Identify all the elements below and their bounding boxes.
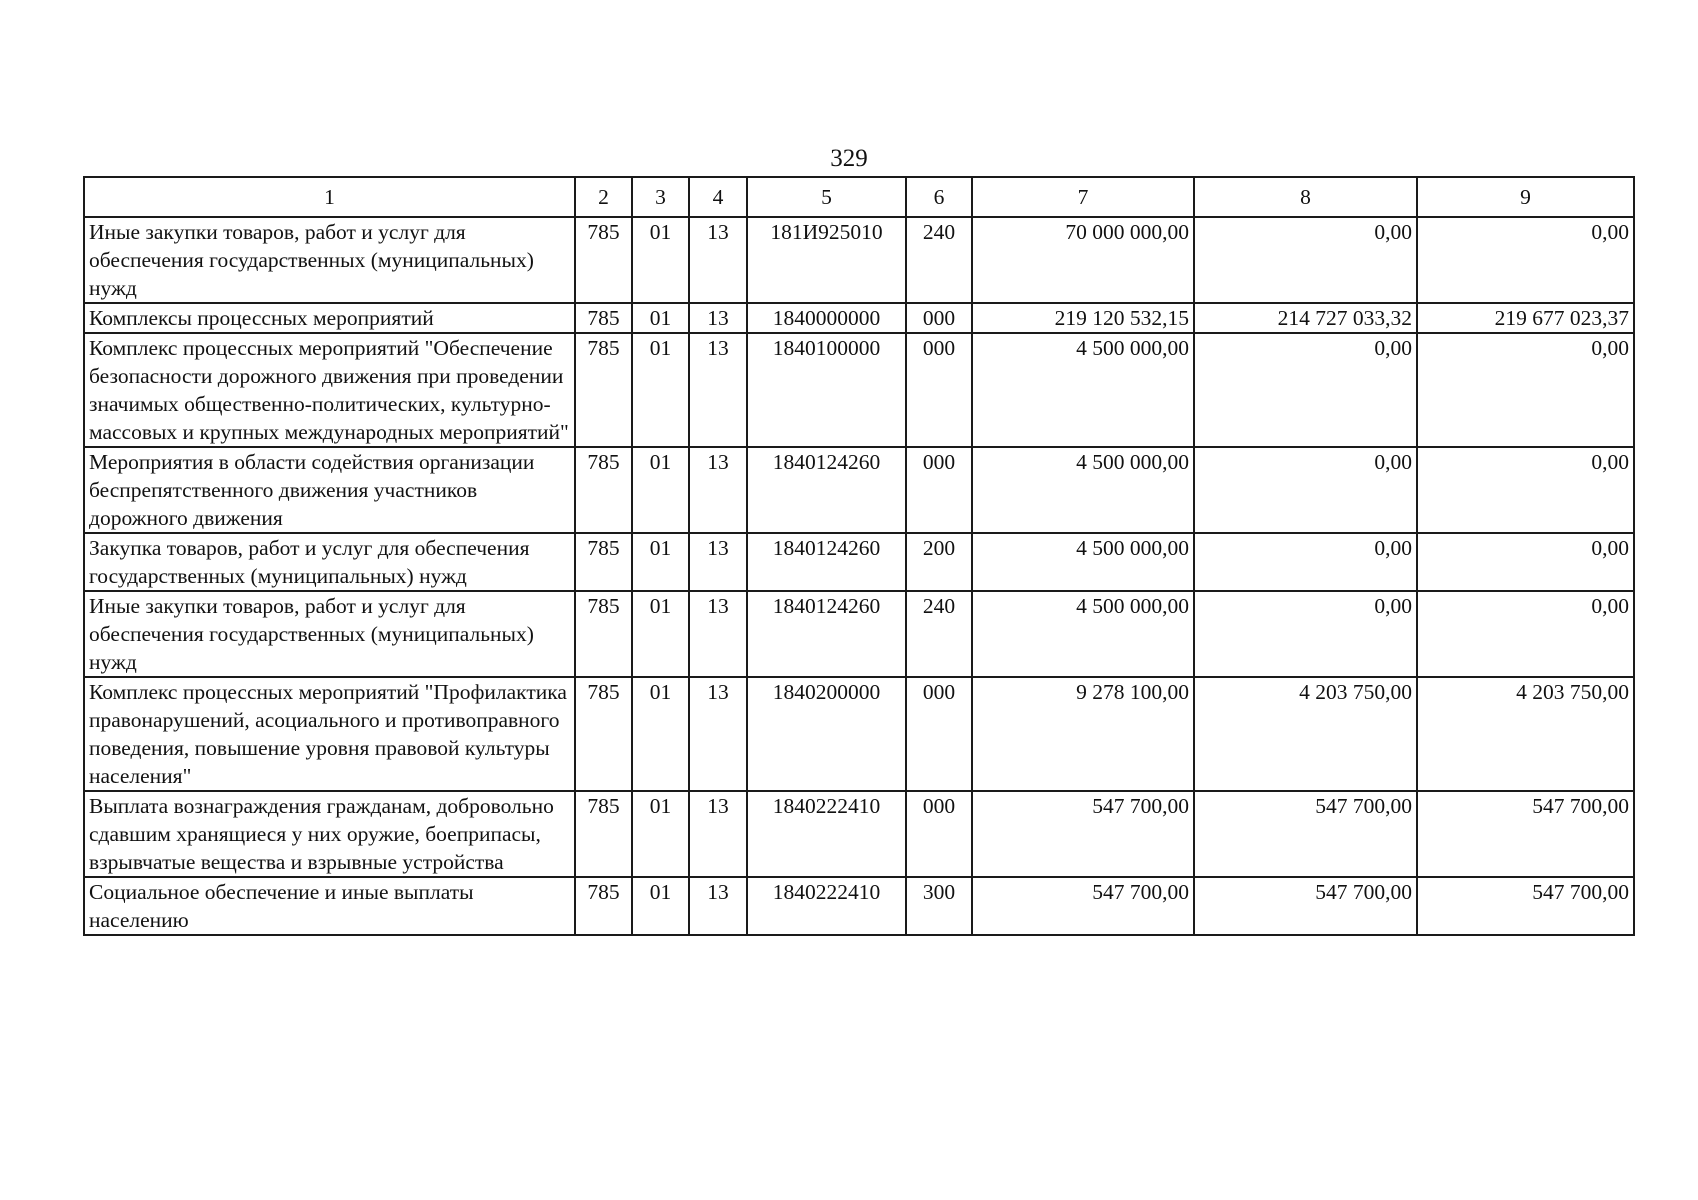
amount-col-7: 547 700,00: [972, 877, 1194, 935]
amount-col-8: 0,00: [1194, 217, 1417, 303]
amount-col-8: 0,00: [1194, 591, 1417, 677]
amount-col-7: 4 500 000,00: [972, 333, 1194, 447]
amount-col-9: 0,00: [1417, 217, 1634, 303]
row-name: Комплекс процессных мероприятий "Обеспечение безопасности дорожного движения при проведении значимых общественно-политических, культурно-массовых и крупных международных мероприятий": [84, 333, 575, 447]
amount-col-8: 0,00: [1194, 447, 1417, 533]
ministry-code: 785: [575, 447, 632, 533]
amount-col-7: 70 000 000,00: [972, 217, 1194, 303]
ministry-code: 785: [575, 303, 632, 333]
ministry-code: 785: [575, 791, 632, 877]
amount-col-8: 0,00: [1194, 333, 1417, 447]
column-header-6: 6: [906, 177, 972, 217]
expense-type-code: 240: [906, 217, 972, 303]
amount-col-7: 547 700,00: [972, 791, 1194, 877]
column-header-5: 5: [747, 177, 906, 217]
amount-col-9: 219 677 023,37: [1417, 303, 1634, 333]
expense-type-code: 000: [906, 791, 972, 877]
row-name: Закупка товаров, работ и услуг для обеспечения государственных (муниципальных) нужд: [84, 533, 575, 591]
section-code: 01: [632, 333, 689, 447]
amount-col-9: 4 203 750,00: [1417, 677, 1634, 791]
amount-col-8: 4 203 750,00: [1194, 677, 1417, 791]
target-article-code: 1840222410: [747, 877, 906, 935]
ministry-code: 785: [575, 591, 632, 677]
expense-type-code: 300: [906, 877, 972, 935]
section-code: 01: [632, 533, 689, 591]
amount-col-9: 0,00: [1417, 447, 1634, 533]
subsection-code: 13: [689, 677, 747, 791]
page-number: 329: [830, 145, 868, 172]
amount-col-7: 4 500 000,00: [972, 591, 1194, 677]
row-name: Иные закупки товаров, работ и услуг для обеспечения государственных (муниципальных) нужд: [84, 217, 575, 303]
expense-type-code: 200: [906, 533, 972, 591]
amount-col-7: 4 500 000,00: [972, 447, 1194, 533]
subsection-code: 13: [689, 591, 747, 677]
column-header-3: 3: [632, 177, 689, 217]
target-article-code: 181И925010: [747, 217, 906, 303]
expense-type-code: 000: [906, 447, 972, 533]
expense-type-code: 240: [906, 591, 972, 677]
amount-col-7: 4 500 000,00: [972, 533, 1194, 591]
target-article-code: 1840200000: [747, 677, 906, 791]
amount-col-8: 0,00: [1194, 533, 1417, 591]
row-name: Иные закупки товаров, работ и услуг для обеспечения государственных (муниципальных) нужд: [84, 591, 575, 677]
table-row: [84, 877, 1634, 935]
amount-col-8: 547 700,00: [1194, 877, 1417, 935]
row-name: Комплекс процессных мероприятий "Профилактика правонарушений, асоциального и противоправного поведения, повышение уровня правовой культуры населения": [84, 677, 575, 791]
subsection-code: 13: [689, 447, 747, 533]
amount-col-8: 547 700,00: [1194, 791, 1417, 877]
amount-col-9: 0,00: [1417, 533, 1634, 591]
ministry-code: 785: [575, 677, 632, 791]
column-header-8: 8: [1194, 177, 1417, 217]
table-row: [84, 791, 1634, 877]
row-name: Комплексы процессных мероприятий: [84, 303, 575, 333]
amount-col-9: 0,00: [1417, 591, 1634, 677]
subsection-code: 13: [689, 791, 747, 877]
expense-type-code: 000: [906, 677, 972, 791]
subsection-code: 13: [689, 303, 747, 333]
target-article-code: 1840100000: [747, 333, 906, 447]
table-row: [84, 677, 1634, 791]
section-code: 01: [632, 447, 689, 533]
subsection-code: 13: [689, 877, 747, 935]
section-code: 01: [632, 303, 689, 333]
column-header-1: 1: [84, 177, 575, 217]
amount-col-8: 214 727 033,32: [1194, 303, 1417, 333]
budget-table: [83, 176, 1635, 936]
expense-type-code: 000: [906, 333, 972, 447]
section-code: 01: [632, 877, 689, 935]
amount-col-9: 547 700,00: [1417, 791, 1634, 877]
amount-col-9: 547 700,00: [1417, 877, 1634, 935]
section-code: 01: [632, 677, 689, 791]
subsection-code: 13: [689, 333, 747, 447]
row-name: Мероприятия в области содействия организации беспрепятственного движения участников дорожного движения: [84, 447, 575, 533]
amount-col-7: 219 120 532,15: [972, 303, 1194, 333]
amount-col-9: 0,00: [1417, 333, 1634, 447]
subsection-code: 13: [689, 533, 747, 591]
column-header-9: 9: [1417, 177, 1634, 217]
section-code: 01: [632, 217, 689, 303]
ministry-code: 785: [575, 877, 632, 935]
ministry-code: 785: [575, 333, 632, 447]
table-row: [84, 303, 1634, 333]
table-row: [84, 217, 1634, 303]
column-header-4: 4: [689, 177, 747, 217]
ministry-code: 785: [575, 217, 632, 303]
section-code: 01: [632, 791, 689, 877]
column-header-2: 2: [575, 177, 632, 217]
table-row: [84, 533, 1634, 591]
amount-col-7: 9 278 100,00: [972, 677, 1194, 791]
row-name: Социальное обеспечение и иные выплаты населению: [84, 877, 575, 935]
target-article-code: 1840124260: [747, 533, 906, 591]
subsection-code: 13: [689, 217, 747, 303]
column-header-7: 7: [972, 177, 1194, 217]
target-article-code: 1840124260: [747, 447, 906, 533]
ministry-code: 785: [575, 533, 632, 591]
target-article-code: 1840222410: [747, 791, 906, 877]
table-row: [84, 447, 1634, 533]
row-name: Выплата вознаграждения гражданам, добровольно сдавшим хранящиеся у них оружие, боеприпасы, взрывчатые вещества и взрывные устройства: [84, 791, 575, 877]
section-code: 01: [632, 591, 689, 677]
table-row: [84, 333, 1634, 447]
header-row: [84, 177, 1634, 217]
expense-type-code: 000: [906, 303, 972, 333]
table-row: [84, 591, 1634, 677]
target-article-code: 1840000000: [747, 303, 906, 333]
target-article-code: 1840124260: [747, 591, 906, 677]
